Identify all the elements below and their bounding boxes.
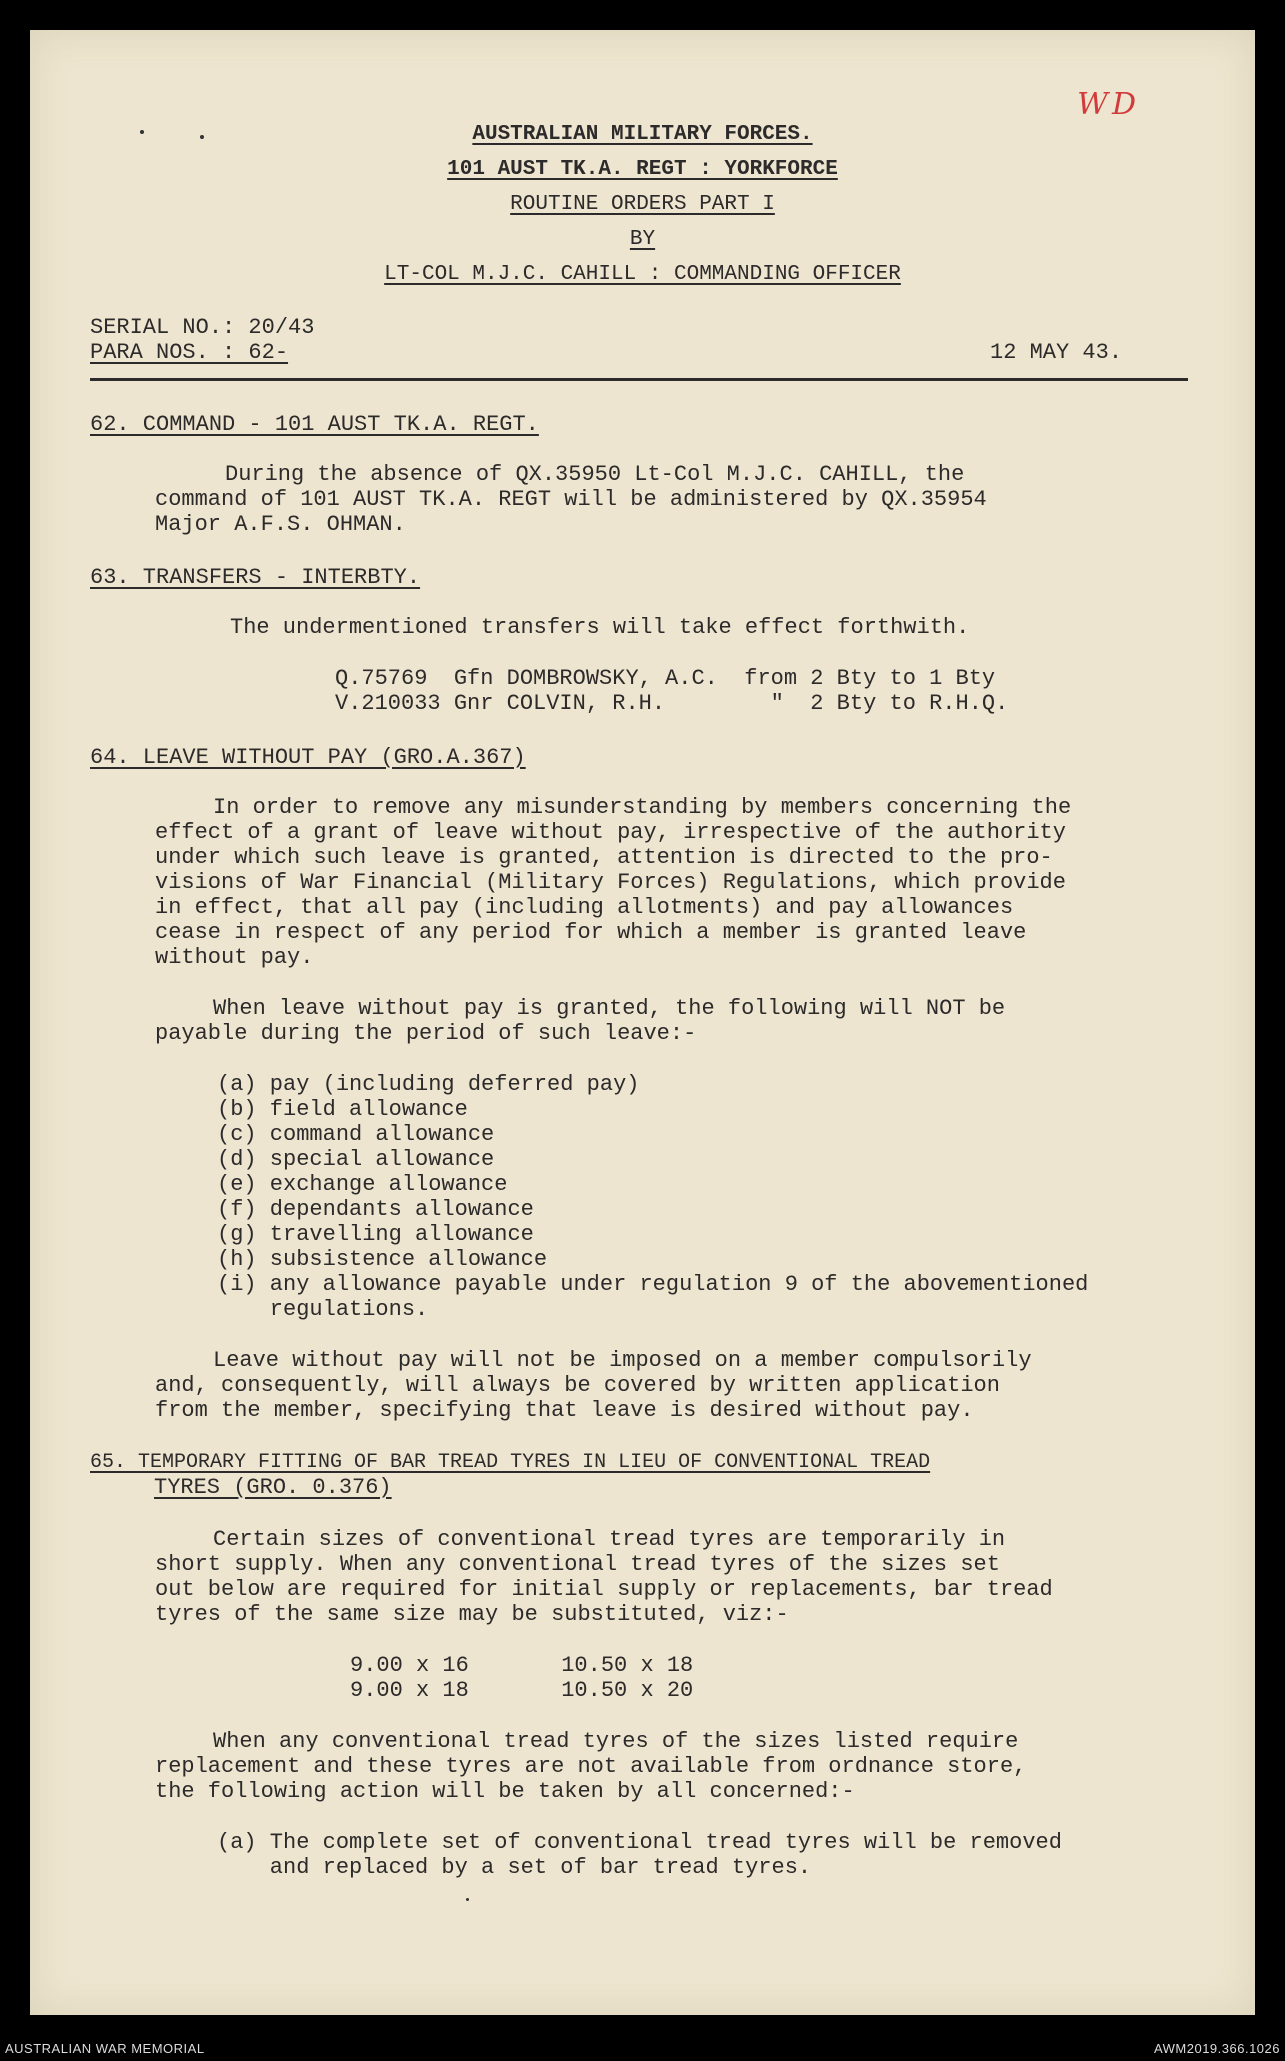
tyre-size-row: 9.00 x 18 10.50 x 20 <box>350 1678 694 1703</box>
ink-dot <box>466 1898 469 1901</box>
handwritten-annotation: WD <box>1077 87 1140 122</box>
document-page <box>30 30 1255 2015</box>
document-date: 12 MAY 43. <box>990 340 1123 365</box>
para-65-text: Certain sizes of conventional tread tyres are temporarily in <box>213 1527 1006 1552</box>
para-65-text: When any conventional tread tyres of the sizes listed require <box>213 1729 1019 1754</box>
para-64-text: visions of War Financial (Military Forces) Regulations, which provide <box>155 870 1066 895</box>
action-item: and replaced by a set of bar tread tyres. <box>217 1855 812 1880</box>
para-64-text: In order to remove any misunderstanding by members concerning the <box>213 795 1072 820</box>
allowance-item: (i) any allowance payable under regulation 9 of the abovementioned <box>217 1272 1089 1297</box>
para-62-line: command of 101 AUST TK.A. REGT will be administered by QX.35954 <box>155 487 987 512</box>
para-64-text: Leave without pay will not be imposed on a member compulsorily <box>213 1348 1032 1373</box>
allowance-item: regulations. <box>217 1297 429 1322</box>
para-65-text: tyres of the same size may be substituted, viz:- <box>155 1602 789 1627</box>
transfer-row: V.210033 Gnr COLVIN, R.H. " 2 Bty to R.H.Q. <box>335 691 1009 716</box>
para-65-heading-cont: TYRES (GRO. 0.376) <box>154 1475 392 1500</box>
footer-accession-number: AWM2019.366.1026 <box>1153 2041 1280 2056</box>
para-63-intro: The undermentioned transfers will take effect forthwith. <box>230 615 970 640</box>
header-line-3: ROUTINE ORDERS PART I <box>510 193 775 216</box>
para-64-text: under which such leave is granted, attention is directed to the pro- <box>155 845 1053 870</box>
para-64-text: in effect, that all pay (including allotments) and pay allowances <box>155 895 1014 920</box>
header-divider <box>90 378 1188 381</box>
allowance-item: (b) field allowance <box>217 1097 468 1122</box>
para-65-text: out below are required for initial supply or replacements, bar tread <box>155 1577 1053 1602</box>
para-64-text: payable during the period of such leave:- <box>155 1021 697 1046</box>
header-line-5: LT-COL M.J.C. CAHILL : COMMANDING OFFICER <box>384 263 901 286</box>
para-63-heading: 63. TRANSFERS - INTERBTY. <box>90 565 421 590</box>
para-62-line: Major A.F.S. OHMAN. <box>155 512 406 537</box>
allowance-item: (a) pay (including deferred pay) <box>217 1072 640 1097</box>
para-64-text: without pay. <box>155 945 314 970</box>
footer-credit: AUSTRALIAN WAR MEMORIAL <box>5 2041 205 2056</box>
para-64-heading: 64. LEAVE WITHOUT PAY (GRO.A.367) <box>90 745 526 770</box>
para-numbers: PARA NOS. : 62- <box>90 340 289 365</box>
para-62-heading: 62. COMMAND - 101 AUST TK.A. REGT. <box>90 412 539 437</box>
para-64-text: When leave without pay is granted, the following will NOT be <box>213 996 1006 1021</box>
para-65-text: replacement and these tyres are not available from ordnance store, <box>155 1754 1027 1779</box>
para-64-text: cease in respect of any period for which a member is granted leave <box>155 920 1027 945</box>
allowance-item: (h) subsistence allowance <box>217 1247 548 1272</box>
header-line-1: AUSTRALIAN MILITARY FORCES. <box>472 123 813 146</box>
para-62-line: During the absence of QX.35950 Lt-Col M.J.C. CAHILL, the <box>225 462 965 487</box>
header-line-4: BY <box>629 228 656 251</box>
serial-number: SERIAL NO.: 20/43 <box>90 315 315 340</box>
allowance-item: (d) special allowance <box>217 1147 495 1172</box>
para-65-heading: 65. TEMPORARY FITTING OF BAR TREAD TYRES IN LIEU OF CONVENTIONAL TREAD <box>90 1451 931 1474</box>
header-line-2: 101 AUST TK.A. REGT : YORKFORCE <box>447 158 838 181</box>
para-64-text: effect of a grant of leave without pay, irrespective of the authority <box>155 820 1066 845</box>
para-64-text: from the member, specifying that leave is desired without pay. <box>155 1398 974 1423</box>
allowance-item: (f) dependants allowance <box>217 1197 534 1222</box>
para-65-text: the following action will be taken by all concerned:- <box>155 1779 855 1804</box>
transfer-row: Q.75769 Gfn DOMBROWSKY, A.C. from 2 Bty to 1 Bty <box>335 666 996 691</box>
tyre-size-row: 9.00 x 16 10.50 x 18 <box>350 1653 694 1678</box>
allowance-item: (c) command allowance <box>217 1122 495 1147</box>
allowance-item: (e) exchange allowance <box>217 1172 508 1197</box>
action-item: (a) The complete set of conventional tread tyres will be removed <box>217 1830 1062 1855</box>
para-65-text: short supply. When any conventional tread tyres of the sizes set <box>155 1552 1000 1577</box>
allowance-item: (g) travelling allowance <box>217 1222 534 1247</box>
para-64-text: and, consequently, will always be covered by written application <box>155 1373 1000 1398</box>
